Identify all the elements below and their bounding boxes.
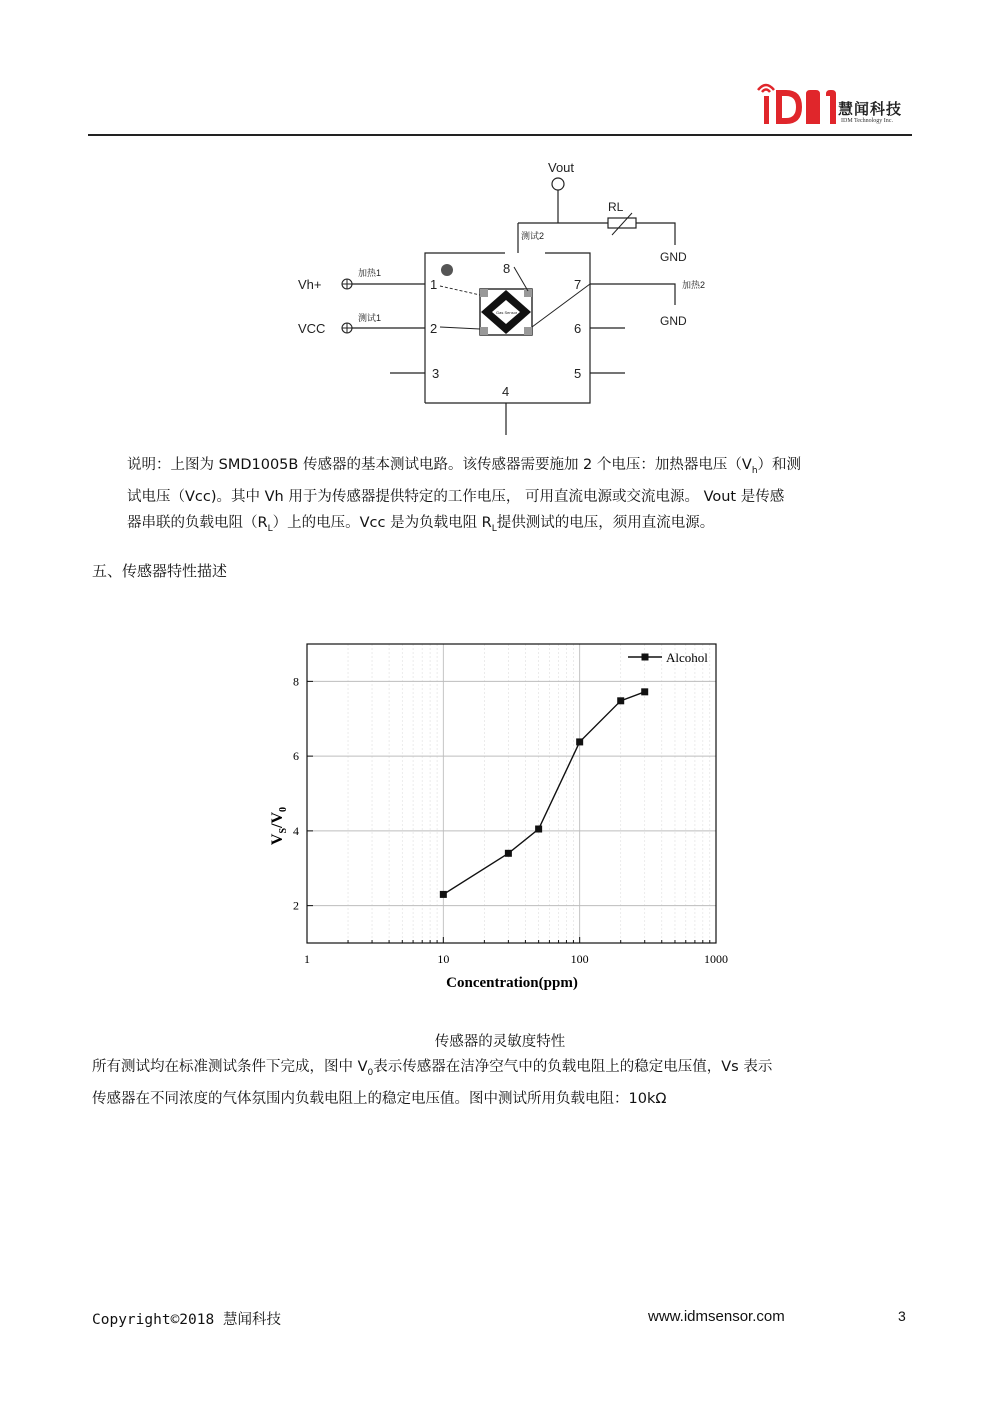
- x-tick-label-10: 10: [437, 952, 450, 966]
- vout-label: Vout: [548, 160, 575, 175]
- sensitivity-chart: [250, 630, 750, 1000]
- test-circuit-diagram: [290, 155, 710, 440]
- pin-7: 7: [574, 277, 582, 292]
- pin-6: 6: [574, 321, 582, 336]
- y-axis-label: $V_S/V_0$: [269, 806, 289, 846]
- y-tick-label-6: 6: [293, 749, 299, 764]
- data-point: [505, 850, 512, 857]
- chart-caption: 传感器的灵敏度特性: [434, 1034, 566, 1050]
- pin-4: 4: [502, 384, 510, 399]
- note-line2: 传感器在不同浓度的气体氛围内负载电阻上的稳定电压值。图中测试所用负载电阻：10kΩ: [92, 1090, 667, 1107]
- y-tick-label-4: 4: [293, 823, 299, 838]
- note-line1a: 所有测试均在标准测试条件下完成，图中 V: [92, 1059, 368, 1075]
- plot-frame: [307, 644, 716, 943]
- desc-line2: 试电压（Vcc)。其中 Vh 用于为传感器提供特定的工作电压， 可用直流电源或交流电源。 Vout 是传感: [127, 488, 785, 505]
- desc-line3-sub2: L: [491, 523, 497, 534]
- footer-copyright: Copyright©2018 慧闻科技: [92, 1312, 281, 1328]
- desc-line1b: ）和测: [757, 457, 802, 473]
- company-name-cn: 慧闻科技: [838, 100, 903, 118]
- note-line1-sub: 0: [367, 1067, 374, 1078]
- test-note: [92, 1054, 912, 1112]
- note-line1b: 表示传感器在洁净空气中的负载电阻上的稳定电压值，Vs 表示: [373, 1059, 773, 1075]
- x-tick-label-1000: 1000: [704, 952, 728, 966]
- pin-5: 5: [574, 366, 582, 381]
- rl-label: RL: [608, 200, 624, 214]
- chip-label: Gas Sensor: [496, 310, 518, 315]
- pin-8: 8: [503, 261, 511, 276]
- desc-line3c: 提供测试的电压，须用直流电源。: [496, 514, 715, 531]
- pin-1: 1: [430, 277, 438, 292]
- y-tick-label-8: 8: [293, 674, 299, 689]
- x-axis-label: Concentration(ppm): [446, 975, 578, 991]
- vcc-label: VCC: [298, 321, 326, 336]
- header-divider: [88, 134, 912, 136]
- desc-line3a: 器串联的负载电阻（R: [127, 514, 268, 531]
- y-tick-label-2: 2: [293, 898, 299, 913]
- legend-label-alcohol: Alcohol: [666, 650, 708, 665]
- data-point: [617, 697, 624, 704]
- footer-website[interactable]: www.idmsensor.com: [648, 1308, 785, 1325]
- desc-line3b: ）上的电压。Vcc 是为负载电阻 R: [272, 514, 492, 531]
- vh-label: Vh+: [298, 277, 322, 292]
- section-title: 五、传感器特性描述: [92, 562, 228, 580]
- page-number: 3: [898, 1308, 906, 1324]
- probe-left2-label: 测试1: [358, 313, 382, 323]
- gnd-top-label: GND: [660, 250, 687, 264]
- company-name-en: IDM Technology Inc.: [841, 118, 893, 124]
- pin-3: 3: [432, 366, 440, 381]
- data-point: [576, 738, 583, 745]
- desc-line1a: 说明：上图为 SMD1005B 传感器的基本测试电路。该传感器需要施加 2 个电压：加热器电压（V: [127, 457, 752, 473]
- gnd-right-label: GND: [660, 314, 687, 328]
- data-point: [641, 688, 648, 695]
- series-line-alcohol: [443, 692, 644, 895]
- legend-marker: [642, 654, 649, 661]
- desc-line1-sub: h: [751, 465, 758, 476]
- pin-2: 2: [430, 321, 438, 336]
- probe-right-label: 加热2: [682, 280, 706, 290]
- data-point: [440, 891, 447, 898]
- probe-left1-label: 加热1: [358, 268, 382, 278]
- desc-line3-sub: L: [267, 523, 273, 534]
- circuit-description: [127, 452, 912, 542]
- x-tick-label-1: 1: [304, 952, 310, 966]
- x-tick-label-100: 100: [570, 952, 589, 966]
- data-point: [535, 826, 542, 833]
- probe-top-label: 测试2: [521, 231, 545, 241]
